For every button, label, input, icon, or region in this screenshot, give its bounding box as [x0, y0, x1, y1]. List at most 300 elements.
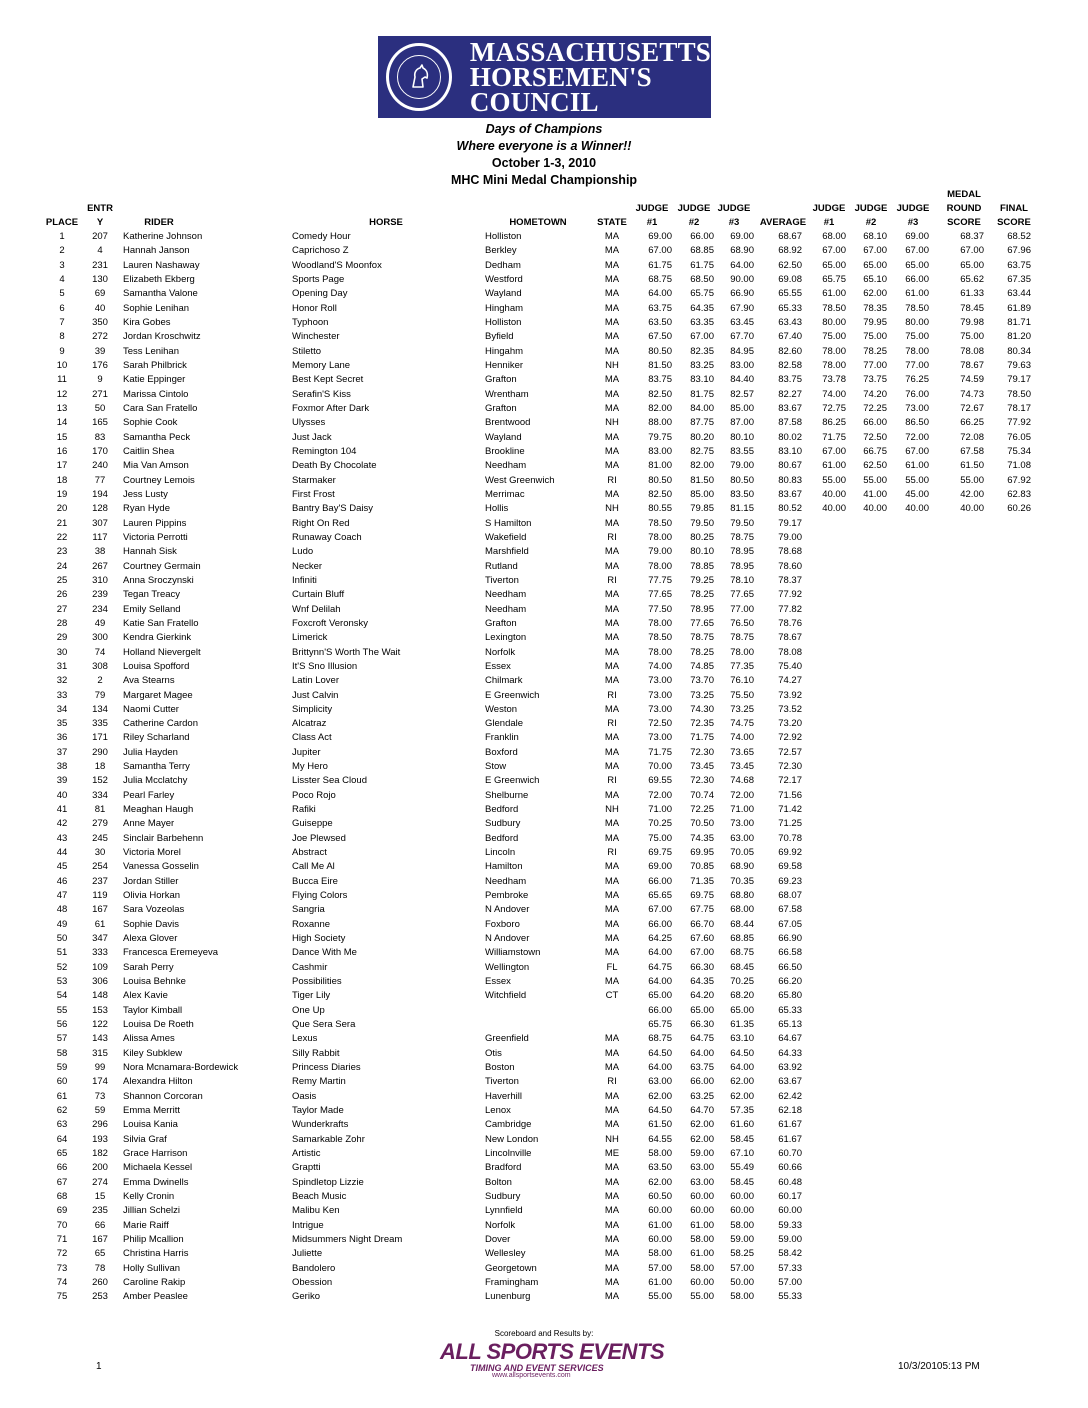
table-row	[0, 1090, 1088, 1104]
judge2-score: 83.25	[690, 359, 714, 371]
horse-cell: Oasis	[292, 1090, 317, 1102]
horse-cell: Ulysses	[292, 417, 326, 429]
judge1-score: 63.00	[648, 1076, 672, 1088]
entry-cell: 148	[92, 990, 108, 1002]
place-cell: 13	[56, 402, 68, 414]
judge3-score: 60.00	[730, 1190, 754, 1202]
judge3-score: 74.68	[730, 775, 754, 787]
table-row	[0, 846, 1088, 860]
table-row	[0, 1133, 1088, 1147]
judge2-score: 73.45	[690, 761, 714, 773]
rider-cell: Emma Merritt	[123, 1105, 180, 1117]
table-row	[0, 373, 1088, 387]
medal-judge1-score: 68.00	[822, 231, 846, 242]
horse-cell: Brittynn'S Worth The Wait	[292, 646, 401, 658]
judge3-score: 78.10	[730, 574, 754, 586]
horse-cell: Obession	[292, 1276, 333, 1288]
rider-cell: Alexandra Hilton	[123, 1076, 193, 1088]
hometown-cell: Hamilton	[485, 861, 523, 873]
rider-cell: Anne Mayer	[123, 818, 175, 830]
state-cell: MA	[604, 1219, 620, 1231]
col-judge2: JUDGE #2	[677, 203, 711, 228]
hometown-cell: Haverhill	[485, 1090, 522, 1102]
rider-cell: Tess Lenihan	[123, 345, 179, 357]
judge2-score: 67.00	[690, 947, 714, 959]
judge3-score: 84.95	[730, 345, 754, 357]
judge2-score: 71.35	[690, 875, 714, 887]
hometown-cell: Wrentham	[485, 388, 529, 400]
judge1-score: 63.50	[648, 1162, 672, 1174]
judge1-score: 63.75	[648, 302, 672, 314]
judge2-score: 78.75	[690, 632, 714, 644]
place-cell: 47	[56, 890, 68, 902]
table-row	[0, 1018, 1088, 1032]
horse-cell: Dance With Me	[292, 947, 357, 959]
average-score: 78.67	[778, 632, 802, 644]
state-cell: MA	[604, 904, 620, 916]
state-cell: MA	[604, 1205, 620, 1217]
hometown-cell: Pembroke	[485, 890, 529, 902]
place-cell: 31	[56, 660, 68, 672]
judge1-score: 83.00	[648, 445, 672, 457]
medal-judge2-score: 78.25	[863, 345, 887, 357]
medal-judge2-score: 62.00	[863, 288, 887, 300]
entry-cell: 239	[92, 589, 108, 601]
horse-cell: Taylor Made	[292, 1105, 344, 1117]
horse-cell: High Society	[292, 933, 346, 945]
average-score: 60.48	[778, 1176, 802, 1188]
judge1-score: 82.50	[648, 488, 672, 500]
rider-cell: Kendra Gierkink	[123, 632, 192, 644]
place-cell: 6	[59, 302, 65, 314]
judge3-score: 83.55	[730, 445, 754, 457]
judge2-score: 72.30	[690, 775, 714, 787]
judge2-score: 67.75	[690, 904, 714, 916]
table-row	[0, 1061, 1088, 1075]
judge3-score: 68.85	[730, 933, 754, 945]
judge1-score: 77.50	[648, 603, 672, 615]
rider-cell: Jordan Kroschwitz	[123, 331, 201, 343]
rider-cell: Louisa Behnke	[123, 976, 186, 988]
table-row	[0, 903, 1088, 917]
judge2-score: 87.75	[690, 417, 714, 429]
state-cell: MA	[604, 789, 620, 801]
rider-cell: Ava Stearns	[123, 675, 175, 687]
hometown-cell: Franklin	[485, 732, 519, 744]
place-cell: 51	[56, 947, 68, 959]
average-score: 80.83	[778, 474, 802, 486]
medal-judge3-score: 78.50	[905, 302, 929, 314]
hometown-cell: Lexington	[485, 632, 527, 644]
judge2-score: 64.35	[690, 302, 714, 314]
final-score: 60.26	[1007, 503, 1031, 515]
judge3-score: 73.45	[730, 761, 754, 773]
entry-cell: 307	[92, 517, 108, 529]
place-cell: 26	[56, 589, 68, 601]
rider-cell: Silvia Graf	[123, 1133, 167, 1145]
medal-judge1-score: 80.00	[822, 316, 846, 328]
hometown-cell: Otis	[485, 1047, 502, 1059]
table-row	[0, 445, 1088, 459]
hometown-cell: N Andover	[485, 904, 530, 916]
table-row	[0, 531, 1088, 545]
average-score: 60.70	[778, 1148, 802, 1159]
judge3-score: 80.50	[730, 474, 754, 486]
judge1-score: 58.00	[648, 1148, 672, 1159]
judge1-score: 61.50	[648, 1119, 672, 1131]
hometown-cell: Lunenburg	[485, 1291, 531, 1303]
judge1-score: 67.00	[648, 245, 672, 257]
judge1-score: 65.00	[648, 990, 672, 1002]
average-score: 78.60	[778, 560, 802, 572]
hometown-cell: West Greenwich	[485, 474, 555, 486]
entry-cell: 253	[92, 1291, 108, 1303]
judge3-score: 68.20	[730, 990, 754, 1002]
logo-main: ALL SPORTS EVENTS	[440, 1339, 665, 1364]
rider-cell: Margaret Magee	[123, 689, 193, 701]
horse-cell: Limerick	[292, 632, 328, 644]
table-row	[0, 746, 1088, 760]
judge2-score: 71.75	[690, 732, 714, 744]
medal-judge1-score: 78.00	[822, 345, 846, 357]
judge1-score: 73.00	[648, 732, 672, 744]
place-cell: 63	[56, 1119, 68, 1131]
table-row	[0, 832, 1088, 846]
medal-judge2-score: 55.00	[863, 474, 887, 486]
place-cell: 74	[56, 1276, 68, 1288]
judge3-score: 73.25	[730, 703, 754, 715]
judge3-score: 84.40	[730, 374, 754, 386]
horse-cell: Latin Lover	[292, 675, 340, 687]
logo-line: COUNCIL	[469, 86, 599, 117]
entry-cell: 83	[94, 431, 106, 443]
horse-cell: Bucca Eire	[292, 875, 338, 887]
hometown-cell: Witchfield	[485, 990, 527, 1002]
medal-judge2-score: 72.50	[863, 431, 887, 443]
entry-cell: 194	[92, 488, 108, 500]
average-score: 73.52	[778, 703, 802, 715]
table-row	[0, 244, 1088, 258]
horse-cell: Jupiter	[292, 746, 321, 758]
rider-cell: Katie Eppinger	[123, 374, 186, 386]
medal-round-score: 61.33	[960, 288, 984, 300]
state-cell: MA	[604, 331, 620, 343]
judge1-score: 78.00	[648, 531, 672, 543]
horse-cell: Remy Martin	[292, 1076, 346, 1088]
average-score: 61.67	[778, 1119, 802, 1131]
judge1-score: 79.75	[648, 431, 672, 443]
state-cell: RI	[607, 1076, 617, 1088]
place-cell: 71	[56, 1233, 68, 1245]
judge2-score: 82.75	[690, 445, 714, 457]
horse-cell: Alcatraz	[292, 718, 327, 730]
final-score: 81.20	[1007, 331, 1031, 343]
horse-cell: Intrigue	[292, 1219, 324, 1231]
medal-judge3-score: 67.00	[905, 245, 929, 257]
average-score: 79.17	[778, 517, 802, 529]
medal-judge1-score: 40.00	[822, 503, 846, 515]
hometown-cell: Wakefield	[485, 531, 527, 543]
judge3-score: 80.10	[730, 431, 754, 443]
judge1-score: 67.50	[648, 331, 672, 343]
state-cell: NH	[605, 359, 619, 371]
average-score: 78.76	[778, 617, 802, 629]
state-cell: MA	[604, 1262, 620, 1274]
medal-judge1-score: 67.00	[822, 445, 846, 457]
horse-cell: Typhoon	[292, 316, 329, 328]
table-row	[0, 774, 1088, 788]
state-cell: MA	[604, 918, 620, 930]
state-cell: MA	[604, 273, 620, 285]
hometown-cell: Stow	[485, 761, 507, 773]
horse-cell: Infiniti	[292, 574, 317, 586]
table-row	[0, 517, 1088, 531]
entry-cell: 167	[92, 904, 108, 916]
judge3-score: 78.00	[730, 646, 754, 658]
rider-cell: Hannah Janson	[123, 245, 190, 257]
entry-cell: 99	[94, 1062, 106, 1074]
judge2-score: 73.70	[690, 675, 714, 687]
place-cell: 29	[56, 632, 68, 644]
judge1-score: 66.00	[648, 1004, 672, 1016]
judge3-score: 79.00	[730, 460, 754, 472]
judge1-score: 64.25	[648, 933, 672, 945]
rider-cell: Sophie Lenihan	[123, 302, 190, 314]
judge1-score: 69.00	[648, 231, 672, 242]
judge1-score: 77.75	[648, 574, 672, 586]
table-row	[0, 1118, 1088, 1132]
hometown-cell: Foxboro	[485, 918, 520, 930]
hometown-cell: Byfield	[485, 331, 514, 343]
medal-round-score: 65.62	[960, 273, 984, 285]
table-row	[0, 674, 1088, 688]
entry-cell: 65	[94, 1248, 106, 1260]
table-row	[0, 1075, 1088, 1089]
judge1-score: 66.00	[648, 918, 672, 930]
state-cell: RI	[607, 847, 617, 859]
judge3-score: 59.00	[730, 1233, 754, 1245]
hometown-cell: Wellington	[485, 961, 530, 973]
state-cell: MA	[604, 288, 620, 300]
judge2-score: 58.00	[690, 1262, 714, 1274]
average-score: 80.02	[778, 431, 802, 443]
judge3-score: 70.35	[730, 875, 754, 887]
medal-judge1-score: 61.00	[822, 288, 846, 300]
table-row	[0, 918, 1088, 932]
final-score: 62.83	[1007, 488, 1031, 500]
state-cell: MA	[604, 488, 620, 500]
rider-cell: Louisa Kania	[123, 1119, 178, 1131]
table-row	[0, 617, 1088, 631]
table-row	[0, 560, 1088, 574]
place-cell: 27	[56, 603, 68, 615]
medal-round-score: 61.50	[960, 460, 984, 472]
entry-cell: 334	[92, 789, 108, 801]
medal-judge2-score: 73.75	[863, 374, 887, 386]
rider-cell: Julia Hayden	[123, 746, 178, 758]
horse-cell: Juliette	[292, 1248, 323, 1260]
entry-cell: 272	[92, 331, 108, 343]
horse-cell: Bandolero	[292, 1262, 336, 1274]
entry-cell: 310	[92, 574, 108, 586]
col-rider: RIDER	[144, 217, 174, 228]
judge1-score: 72.50	[648, 718, 672, 730]
state-cell: MA	[604, 861, 620, 873]
average-score: 69.08	[778, 273, 802, 285]
table-row	[0, 1233, 1088, 1247]
place-cell: 64	[56, 1133, 68, 1145]
council-seal	[386, 43, 452, 111]
table-row	[0, 860, 1088, 874]
medal-judge3-score: 73.00	[905, 402, 929, 414]
hometown-cell: Georgetown	[485, 1262, 537, 1274]
average-score: 82.58	[778, 359, 802, 371]
horse-cell: Cashmir	[292, 961, 328, 973]
final-score: 63.44	[1007, 288, 1031, 300]
medal-judge3-score: 76.25	[905, 374, 929, 386]
final-score: 78.17	[1007, 402, 1031, 414]
judge2-score: 63.25	[690, 1090, 714, 1102]
state-cell: MA	[604, 1176, 620, 1188]
state-cell: MA	[604, 445, 620, 457]
entry-cell: 315	[92, 1047, 108, 1059]
table-row	[0, 789, 1088, 803]
place-cell: 48	[56, 904, 68, 916]
judge1-score: 60.00	[648, 1205, 672, 1217]
entry-cell: 39	[94, 345, 106, 357]
state-cell: MA	[604, 632, 620, 644]
medal-round-score: 55.00	[960, 474, 984, 486]
judge2-score: 61.00	[690, 1219, 714, 1231]
horse-cell: Starmaker	[292, 474, 336, 486]
judge2-score: 78.25	[690, 589, 714, 601]
place-cell: 54	[56, 990, 68, 1002]
rider-cell: Michaela Kessel	[123, 1162, 193, 1174]
judge2-score: 80.10	[690, 546, 714, 558]
medal-judge1-score: 40.00	[822, 488, 846, 500]
judge1-score: 71.75	[648, 746, 672, 758]
judge2-score: 85.00	[690, 488, 714, 500]
medal-judge1-score: 75.00	[822, 331, 846, 343]
table-row	[0, 1190, 1088, 1204]
rider-cell: Riley Scharland	[123, 732, 190, 744]
final-score: 79.17	[1007, 374, 1031, 386]
horse-head-icon	[405, 63, 433, 91]
medal-judge1-score: 74.00	[822, 388, 846, 400]
place-cell: 17	[56, 460, 68, 472]
table-row	[0, 345, 1088, 359]
hometown-cell: Westford	[485, 273, 523, 285]
final-score: 63.75	[1007, 259, 1031, 271]
place-cell: 7	[59, 316, 65, 328]
table-row	[0, 273, 1088, 287]
horse-cell: Honor Roll	[292, 302, 337, 314]
place-cell: 45	[56, 861, 68, 873]
print-timestamp: 10/3/20105:13 PM	[898, 1361, 980, 1372]
horse-cell: Call Me Al	[292, 861, 335, 873]
hometown-cell: Berkley	[485, 245, 517, 257]
place-cell: 39	[56, 775, 68, 787]
medal-judge2-score: 75.00	[863, 331, 887, 343]
entry-cell: 171	[92, 732, 108, 744]
hometown-cell: Holliston	[485, 231, 522, 242]
rider-cell: Sarah Perry	[123, 961, 174, 973]
rider-cell: Lauren Pippins	[123, 517, 187, 529]
judge1-score: 64.00	[648, 288, 672, 300]
place-cell: 61	[56, 1090, 68, 1102]
judge3-score: 60.00	[730, 1205, 754, 1217]
judge1-score: 75.00	[648, 832, 672, 844]
state-cell: RI	[607, 775, 617, 787]
judge3-score: 68.44	[730, 918, 754, 930]
medal-judge3-score: 76.00	[905, 388, 929, 400]
judge3-score: 63.00	[730, 832, 754, 844]
medal-judge3-score: 72.00	[905, 431, 929, 443]
average-score: 67.05	[778, 918, 802, 930]
judge1-score: 78.50	[648, 517, 672, 529]
judge2-score: 81.50	[690, 474, 714, 486]
entry-cell: 279	[92, 818, 108, 830]
state-cell: MA	[604, 1047, 620, 1059]
judge3-score: 65.00	[730, 1004, 754, 1016]
entry-cell: 69	[94, 288, 106, 300]
horse-cell: Samarkable Zohr	[292, 1133, 365, 1145]
col-horse: HORSE	[369, 217, 403, 228]
state-cell: MA	[604, 617, 620, 629]
average-score: 70.78	[778, 832, 802, 844]
hometown-cell: Bedford	[485, 804, 519, 816]
medal-judge3-score: 67.00	[905, 445, 929, 457]
judge2-score: 81.75	[690, 388, 714, 400]
judge2-score: 63.00	[690, 1162, 714, 1174]
place-cell: 5	[59, 288, 65, 300]
hometown-cell: Greenfield	[485, 1033, 529, 1045]
entry-cell: 109	[92, 961, 108, 973]
state-cell: NH	[605, 503, 619, 515]
horse-cell: Tiger Lily	[292, 990, 331, 1002]
judge3-score: 64.50	[730, 1047, 754, 1059]
judge3-score: 63.45	[730, 316, 754, 328]
col-place: PLACE	[45, 217, 79, 228]
average-score: 71.56	[778, 789, 802, 801]
rider-cell: Sarah Philbrick	[123, 359, 187, 371]
table-row	[0, 1176, 1088, 1190]
final-score: 75.34	[1007, 445, 1031, 457]
results-table-header	[0, 188, 1088, 230]
state-cell: MA	[604, 560, 620, 572]
table-row	[0, 1004, 1088, 1018]
place-cell: 33	[56, 689, 68, 701]
hometown-cell: Sudbury	[485, 818, 521, 830]
judge2-score: 78.85	[690, 560, 714, 572]
entry-cell: 78	[94, 1262, 106, 1274]
horse-cell: Memory Lane	[292, 359, 351, 371]
average-score: 62.18	[778, 1105, 802, 1117]
mhc-logo	[378, 36, 711, 118]
average-score: 82.27	[778, 388, 802, 400]
rider-cell: Kelly Cronin	[123, 1190, 175, 1202]
judge3-score: 66.90	[730, 288, 754, 300]
judge1-score: 74.00	[648, 660, 672, 672]
state-cell: MA	[604, 316, 620, 328]
medal-judge2-score: 72.25	[863, 402, 887, 414]
state-cell: RI	[607, 531, 617, 543]
average-score: 72.30	[778, 761, 802, 773]
entry-cell: 165	[92, 417, 108, 429]
judge2-score: 77.65	[690, 617, 714, 629]
judge1-score: 73.00	[648, 675, 672, 687]
state-cell: MA	[604, 1248, 620, 1260]
